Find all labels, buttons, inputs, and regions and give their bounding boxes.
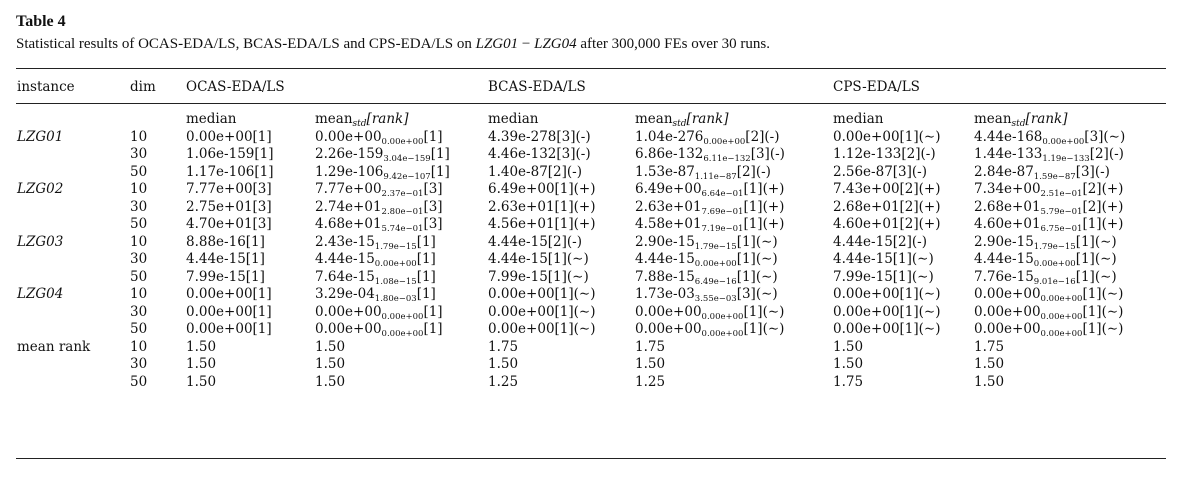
mean-cell: $0.00e+00_{0.00e+00}[1]$ [315,321,443,339]
dim-cell: 10 [130,286,148,302]
instance-cell [16,251,130,269]
median-cell: 7.99e-15[1](∼) [488,268,589,285]
caption-part: − [518,36,535,52]
instance-cell [16,321,130,339]
dim-cell: 50 [130,163,148,180]
median-cell: 4.60e+01[2](+) [833,216,941,232]
subheader-median: median [833,111,884,127]
mean-cell: $4.44e-15_{0.00e+00}[1](\sim)$ [974,251,1117,269]
dim-cell: 50 [130,373,148,390]
instance-cell: mean rank [17,338,91,355]
caption-instance-start: LZG01 [475,36,519,52]
mean-cell: $1.44e-133_{1.19e-133}[2](-)$ [974,146,1124,164]
mean-cell: $3.29e-04_{1.80e-03}[1]$ [315,286,436,304]
header-row [16,73,1166,101]
median-cell: 1.75 [833,373,864,390]
dim-cell: 10 [130,128,148,145]
table-row [16,234,1166,252]
median-cell: 0.00e+00[1](∼) [833,286,941,302]
mean-cell: $4.58e+01_{7.19e-01}[1](+)$ [635,216,785,234]
subheader-row [16,111,1166,129]
mean-cell: $0.00e+00_{0.00e+00}[1](\sim)$ [635,303,785,322]
mean-cell: 1.50 [315,356,346,372]
subheader-mean: mean$_{std}$[rank] [315,111,409,129]
median-cell: 4.39e-278[3](-) [488,128,591,145]
median-cell: 4.44e-15[2](-) [488,233,583,250]
mean-cell: 1.75 [635,338,666,355]
instance-cell: LZG04 [17,286,64,302]
mean-cell: $0.00e+00_{0.00e+00}[1](\sim)$ [635,321,785,339]
mean-cell: $6.86e-132_{6.11e-132}[3](-)$ [635,146,785,164]
mean-cell: $0.00e+00_{0.00e+00}[1](\sim)$ [974,286,1124,304]
mean-cell: 1.50 [315,338,346,355]
dim-cell: 30 [130,251,148,267]
instance-cell [16,146,130,164]
dim-cell: 30 [130,198,148,215]
instance-cell [16,164,130,182]
subheader-mean: mean$_{std}$[rank] [974,111,1068,129]
median-cell: 4.44e-15[2](-) [833,233,928,250]
table-row [16,374,1166,392]
table-row [16,164,1166,182]
results-table [16,111,1166,391]
median-cell: 4.44e-15[1](∼) [488,251,589,267]
mean-cell: $6.49e+00_{6.64e-01}[1](+)$ [635,181,785,199]
median-cell: 0.00e+00[1](∼) [488,286,596,302]
dim-cell: 50 [130,268,148,285]
header-algo-1: OCAS-EDA/LS [186,79,285,95]
mean-cell: $7.76e-15_{9.01e-16}[1](\sim)$ [974,268,1117,287]
dim-cell: 10 [130,338,148,355]
mean-cell: $1.53e-87_{1.11e-87}[2](-)$ [635,163,771,182]
dim-cell: 30 [130,303,148,320]
median-cell: 0.00e+00[1] [186,303,272,320]
bottom-rule [16,458,1166,459]
mean-cell: $7.88e-15_{6.49e-16}[1](\sim)$ [635,268,778,287]
median-cell: 2.63e+01[1](+) [488,198,596,215]
dim-cell: 30 [130,356,148,372]
instance-cell [16,216,130,234]
mean-cell: $0.00e+00_{0.00e+00}[1]$ [315,303,443,322]
table-row [16,181,1166,199]
caption-part: Statistical results of OCAS-EDA/LS, BCAS-EDA/LS and CPS-EDA/LS on [16,36,476,52]
median-cell: 1.50 [186,338,217,355]
table-row [16,251,1166,269]
instance-cell [16,199,130,217]
median-cell: 0.00e+00[1] [186,128,272,145]
subheader-median: median [186,111,237,127]
header-algo-2: BCAS-EDA/LS [488,79,586,95]
median-cell: 0.00e+00[1](∼) [488,303,596,320]
table-caption [16,12,1166,55]
median-cell: 1.50 [488,356,519,372]
caption-instance-end: LZG04 [534,36,577,52]
table-description [16,33,1166,55]
caption-part: after 300,000 FEs over 30 runs. [576,36,770,52]
mean-cell: $1.29e-106_{9.42e-107}[1]$ [315,163,450,182]
mean-cell: $2.74e+01_{2.80e-01}[3]$ [315,198,443,217]
median-cell: 4.46e-132[3](-) [488,146,591,162]
mean-cell: $4.68e+01_{5.74e-01}[3]$ [315,216,443,234]
instance-cell: LZG02 [17,181,64,197]
median-cell: 2.56e-87[3](-) [833,163,928,180]
header-dim: dim [130,79,156,95]
median-cell: 4.56e+01[1](+) [488,216,596,232]
mean-cell: $4.44e-15_{0.00e+00}[1]$ [315,251,436,269]
median-cell: 0.00e+00[1] [186,286,272,302]
mean-cell: 1.50 [635,356,666,372]
instance-cell [16,304,130,322]
mean-cell: $7.77e+00_{2.37e-01}[3]$ [315,181,443,199]
median-cell: 1.50 [186,373,217,390]
mean-cell: $4.44e-15_{0.00e+00}[1](\sim)$ [635,251,778,269]
median-cell: 0.00e+00[1](∼) [833,128,941,145]
median-cell: 1.50 [833,338,864,355]
mean-cell: $2.43e-15_{1.79e-15}[1]$ [315,233,436,252]
mean-cell: $4.60e+01_{6.75e-01}[1](+)$ [974,216,1124,234]
median-cell: 2.68e+01[2](+) [833,198,941,215]
mean-cell: 1.50 [974,356,1005,372]
mean-cell: $7.64e-15_{1.08e-15}[1]$ [315,268,436,287]
median-cell: 1.75 [488,338,519,355]
mean-cell: $2.90e-15_{1.79e-15}[1](\sim)$ [635,233,778,252]
median-cell: 1.06e-159[1] [186,146,274,162]
median-cell: 6.49e+00[1](+) [488,181,596,197]
median-cell: 1.50 [186,356,217,372]
median-cell: 1.25 [488,373,519,390]
mean-cell: $1.73e-03_{3.55e-03}[3](\sim)$ [635,286,778,304]
median-cell: 7.77e+00[3] [186,181,272,197]
header-table [16,73,1166,101]
dim-cell: 30 [130,146,148,162]
table-row [16,269,1166,287]
median-cell: 7.43e+00[2](+) [833,181,941,197]
table-row [16,304,1166,322]
median-cell: 1.40e-87[2](-) [488,163,583,180]
subheader-mean: mean$_{std}$[rank] [635,111,729,129]
median-cell: 7.99e-15[1](∼) [833,268,934,285]
header-algo-3: CPS-EDA/LS [833,79,920,95]
median-cell: 4.70e+01[3] [186,216,272,232]
top-rule [16,68,1166,69]
median-cell: 4.44e-15[1] [186,251,265,267]
mean-cell: 1.75 [974,338,1005,355]
median-cell: 1.50 [833,356,864,372]
mean-cell: $4.44e-168_{0.00e+00}[3](\sim)$ [974,128,1126,147]
median-cell: 1.17e-106[1] [186,163,274,180]
mean-cell: 1.50 [315,373,346,390]
mean-cell: $2.68e+01_{5.79e-01}[2](+)$ [974,198,1124,217]
instance-cell [16,374,130,392]
mean-cell: $2.90e-15_{1.79e-15}[1](\sim)$ [974,233,1117,252]
mean-cell: $2.26e-159_{3.04e-159}[1]$ [315,146,450,164]
mean-cell: $0.00e+00_{0.00e+00}[1]$ [315,128,443,147]
mean-cell: $2.63e+01_{7.69e-01}[1](+)$ [635,198,785,217]
table-row [16,339,1166,357]
instance-cell: LZG01 [17,128,64,145]
median-cell: 0.00e+00[1](∼) [833,303,941,320]
subheader-median: median [488,111,539,127]
mean-cell: $1.04e-276_{0.00e+00}[2](-)$ [635,128,780,147]
mean-cell: 1.25 [635,373,666,390]
dim-cell: 50 [130,216,148,232]
dim-cell: 10 [130,181,148,197]
table-row [16,356,1166,374]
dim-cell: 10 [130,233,148,250]
table-row [16,129,1166,147]
table-row [16,199,1166,217]
table-label: Table 4 [16,13,66,30]
mean-cell: $7.34e+00_{2.51e-01}[2](+)$ [974,181,1124,199]
mid-rule [16,103,1166,104]
instance-cell [16,356,130,374]
mean-cell: $0.00e+00_{0.00e+00}[1](\sim)$ [974,321,1124,339]
median-cell: 0.00e+00[1](∼) [488,321,596,337]
mean-cell: $0.00e+00_{0.00e+00}[1](\sim)$ [974,303,1124,322]
mean-cell: $2.84e-87_{1.59e-87}[3](-)$ [974,163,1110,182]
table-row [16,321,1166,339]
mean-cell: 1.50 [974,373,1005,390]
table-row [16,146,1166,164]
median-cell: 7.99e-15[1] [186,268,265,285]
median-cell: 0.00e+00[1] [186,321,272,337]
median-cell: 1.12e-133[2](-) [833,146,936,162]
median-cell: 8.88e-16[1] [186,233,265,250]
median-cell: 0.00e+00[1](∼) [833,321,941,337]
dim-cell: 50 [130,321,148,337]
header-instance: instance [17,79,75,95]
median-cell: 4.44e-15[1](∼) [833,251,934,267]
median-cell: 2.75e+01[3] [186,198,272,215]
table-row [16,216,1166,234]
table-row [16,286,1166,304]
instance-cell [16,269,130,287]
instance-cell: LZG03 [17,233,64,250]
